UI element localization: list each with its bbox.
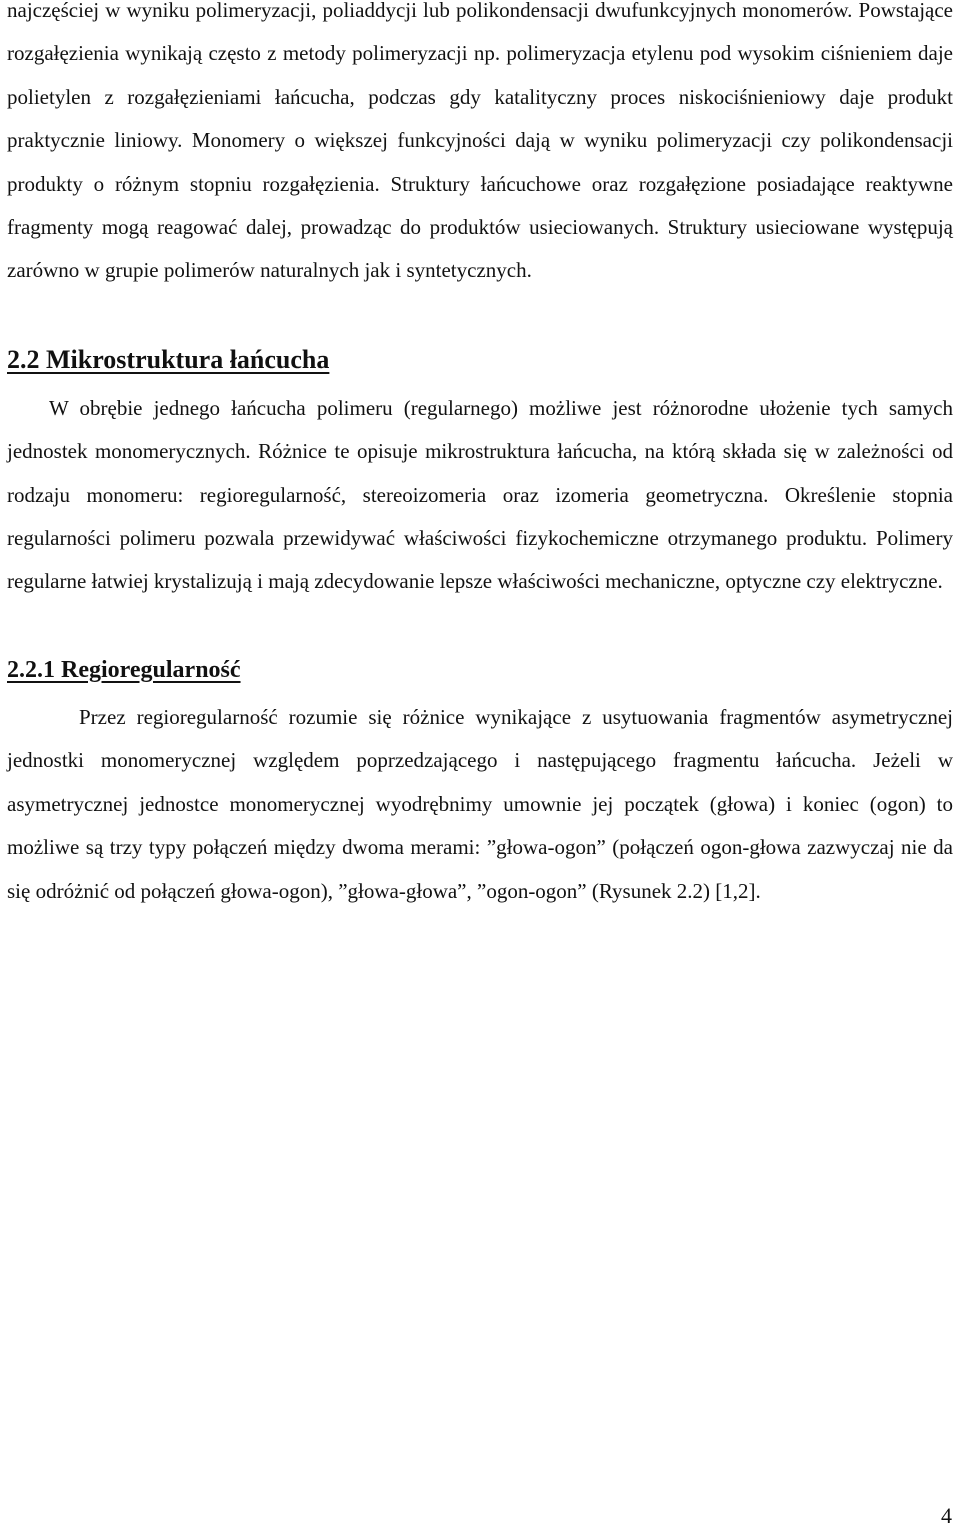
paragraph-regioregularity: Przez regioregularność rozumie się różnice wynikające z usytuowania fragmentów asymetrycznej jednostki monomerycznej względem poprzedzającego i następującego fragmentu łańcucha. Jeżeli w asymetrycznej jednostce monomerycznej wyodrębnimy umownie jej początek (głowa) i koniec (ogon) to możliwe są trzy typy połączeń między dwoma merami: ”głowa-ogon” (połączeń ogon-głowa zazwyczaj nie da się odróżnić od połączeń głowa-ogon), ”głowa-głowa”, ”ogon-ogon” (Rysunek 2.2) [1,2]. xyxy=(7,704,953,903)
section-heading: 2.2 Mikrostruktura łańcucha xyxy=(7,344,330,374)
subsection-heading: 2.2.1 Regioregularność xyxy=(7,656,241,683)
page-number: 4 xyxy=(941,1503,952,1528)
paragraph-microstructure: W obrębie jednego łańcucha polimeru (regularnego) możliwe jest różnorodne ułożenie tych samych jednostek monomerycznych. Różnice te opisuje mikrostruktura łańcucha, na którą składa się w zależności od rodzaju monomeru: regioregularność, stereoizomeria oraz izomeria geometryczna. Określenie stopnia regularności polimeru pozwala przewidywać właściwości fizykochemiczne otrzymanego produktu. Polimery regularne łatwiej krystalizują i mają zdecydowanie lepsze właściwości mechaniczne, optyczne czy elektryczne. xyxy=(7,395,953,594)
paragraph-branching: najczęściej w wyniku polimeryzacji, poliaddycji lub polikondensacji dwufunkcyjnych monomerów. Powstające rozgałęzienia wynikają często z metody polimeryzacji np. polimeryzacja etylenu pod wysokim ciśnieniem daje polietylen z rozgałęzieniami łańcucha, podczas gdy katalityczny proces niskociśnieniowy daje produkt praktycznie liniowy. Monomery o większej funkcyjności dają w wyniku polimeryzacji czy polikondensacji produkty o różnym stopniu rozgałęzienia. Struktury łańcuchowe oraz rozgałęzione posiadające reaktywne fragmenty mogą reagować dalej, prowadząc do produktów usieciowanych. Struktury usieciowane występują zarówno w grupie polimerów naturalnych jak i syntetycznych. xyxy=(7,0,953,283)
document-page xyxy=(7,0,953,913)
